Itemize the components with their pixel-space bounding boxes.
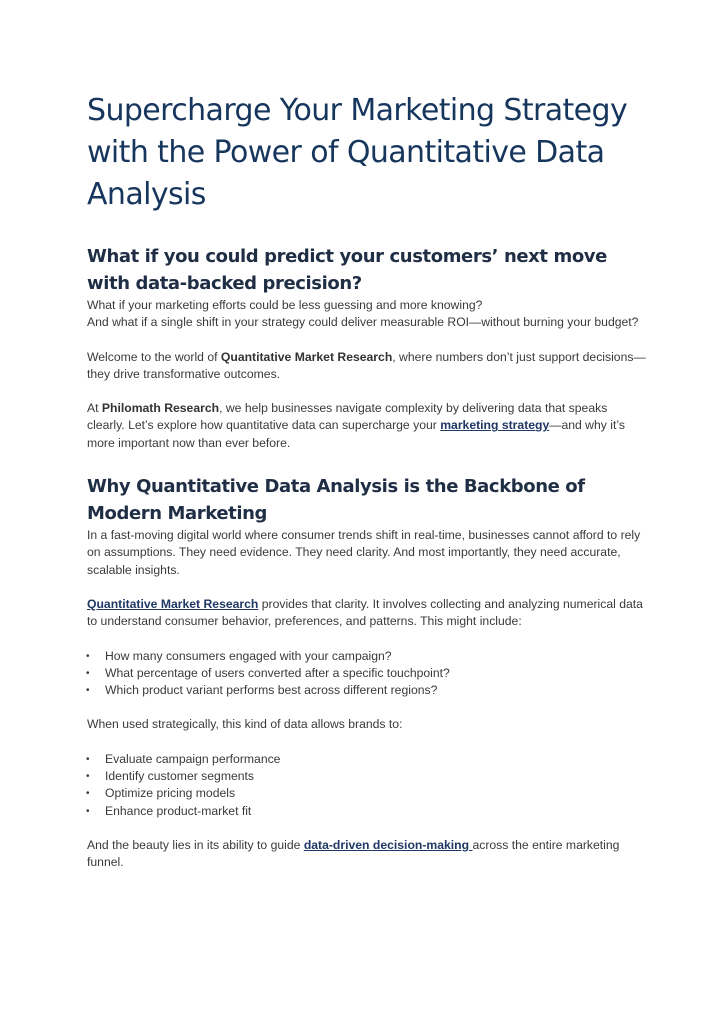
qmr-paragraph	[87, 596, 647, 631]
list-item-text: Identify customer segments	[105, 769, 255, 784]
bullet-icon: •	[86, 771, 90, 783]
intro-question-line: What if your marketing efforts could be less guessing and more knowing?	[87, 298, 483, 312]
philomath-text-post: —and why it’s more important now than ever before.	[87, 418, 625, 450]
intro-roi-line: And what if a single shift in your strategy could deliver measurable ROI—without burning your budget?	[87, 315, 639, 330]
list-item	[87, 803, 647, 820]
document-page	[87, 90, 647, 872]
list-item	[87, 785, 647, 802]
list-item-text: What percentage of users converted after a specific touchpoint?	[105, 665, 450, 680]
bullet-icon: •	[86, 805, 90, 817]
list-item-text: Evaluate campaign performance	[105, 751, 281, 766]
marketing-strategy-link[interactable]: marketing strategy	[440, 418, 550, 433]
bullet-icon: •	[86, 667, 90, 679]
list-item	[87, 665, 647, 682]
metrics-bullet-list	[87, 648, 647, 700]
bullet-icon: •	[86, 650, 90, 662]
strategic-use-paragraph: When used strategically, this kind of data allows brands to:	[87, 717, 403, 732]
philomath-text-pre: At	[87, 401, 102, 416]
welcome-bold-term: Quantitative Market Research	[220, 349, 393, 364]
beauty-paragraph	[87, 837, 647, 872]
section-heading-backbone: Why Quantitative Data Analysis is the Backbone of Modern Marketing	[87, 476, 585, 525]
beauty-text-post: across the entire marketing funnel.	[87, 837, 620, 870]
benefits-bullet-list	[87, 751, 647, 820]
backbone-intro-paragraph: In a fast-moving digital world where consumer trends shift in real-time, businesses cannot afford to rely on assumptions. They need evidence. They need clarity. And most importantly, they need accurate, scalable insights.	[87, 528, 641, 577]
welcome-text-post: , where numbers don’t just support decisions—they drive transformative outcomes.	[87, 349, 646, 381]
philomath-paragraph	[87, 400, 647, 452]
bullet-icon: •	[86, 753, 90, 765]
list-item-text: Enhance product-market fit	[105, 803, 252, 818]
page-title: Supercharge Your Marketing Strategy with the Power of Quantitative Data Analysis	[87, 93, 628, 212]
list-item	[87, 768, 647, 785]
list-item-text: Optimize pricing models	[105, 786, 236, 801]
list-item-text: Which product variant performs best across different regions?	[105, 683, 438, 698]
bullet-icon: •	[86, 788, 90, 800]
section-heading-predict: What if you could predict your customers’ next move with data-backed precision?	[87, 246, 607, 294]
beauty-text-pre: And the beauty lies in its ability to guide	[87, 837, 304, 852]
bullet-icon: •	[86, 685, 90, 697]
list-item	[87, 648, 647, 665]
list-item	[87, 751, 647, 768]
list-item-text: How many consumers engaged with your campaign?	[105, 648, 392, 663]
qmr-text-post: provides that clarity. It involves collecting and analyzing numerical data to understand consumer behavior, preferences, and patterns. This might include:	[87, 596, 643, 629]
data-driven-decision-making-link[interactable]: data-driven decision-making	[303, 837, 473, 852]
welcome-text-pre: Welcome to the world of	[87, 349, 221, 364]
welcome-paragraph	[87, 349, 647, 384]
quantitative-market-research-link[interactable]: Quantitative Market Research	[87, 596, 259, 611]
philomath-text-mid: , we help businesses navigate complexity by delivering data that speaks clearly. Let’s explore how quantitative data can supercharge your	[87, 401, 608, 433]
philomath-bold-name: Philomath Research	[101, 401, 220, 416]
list-item	[87, 682, 647, 699]
